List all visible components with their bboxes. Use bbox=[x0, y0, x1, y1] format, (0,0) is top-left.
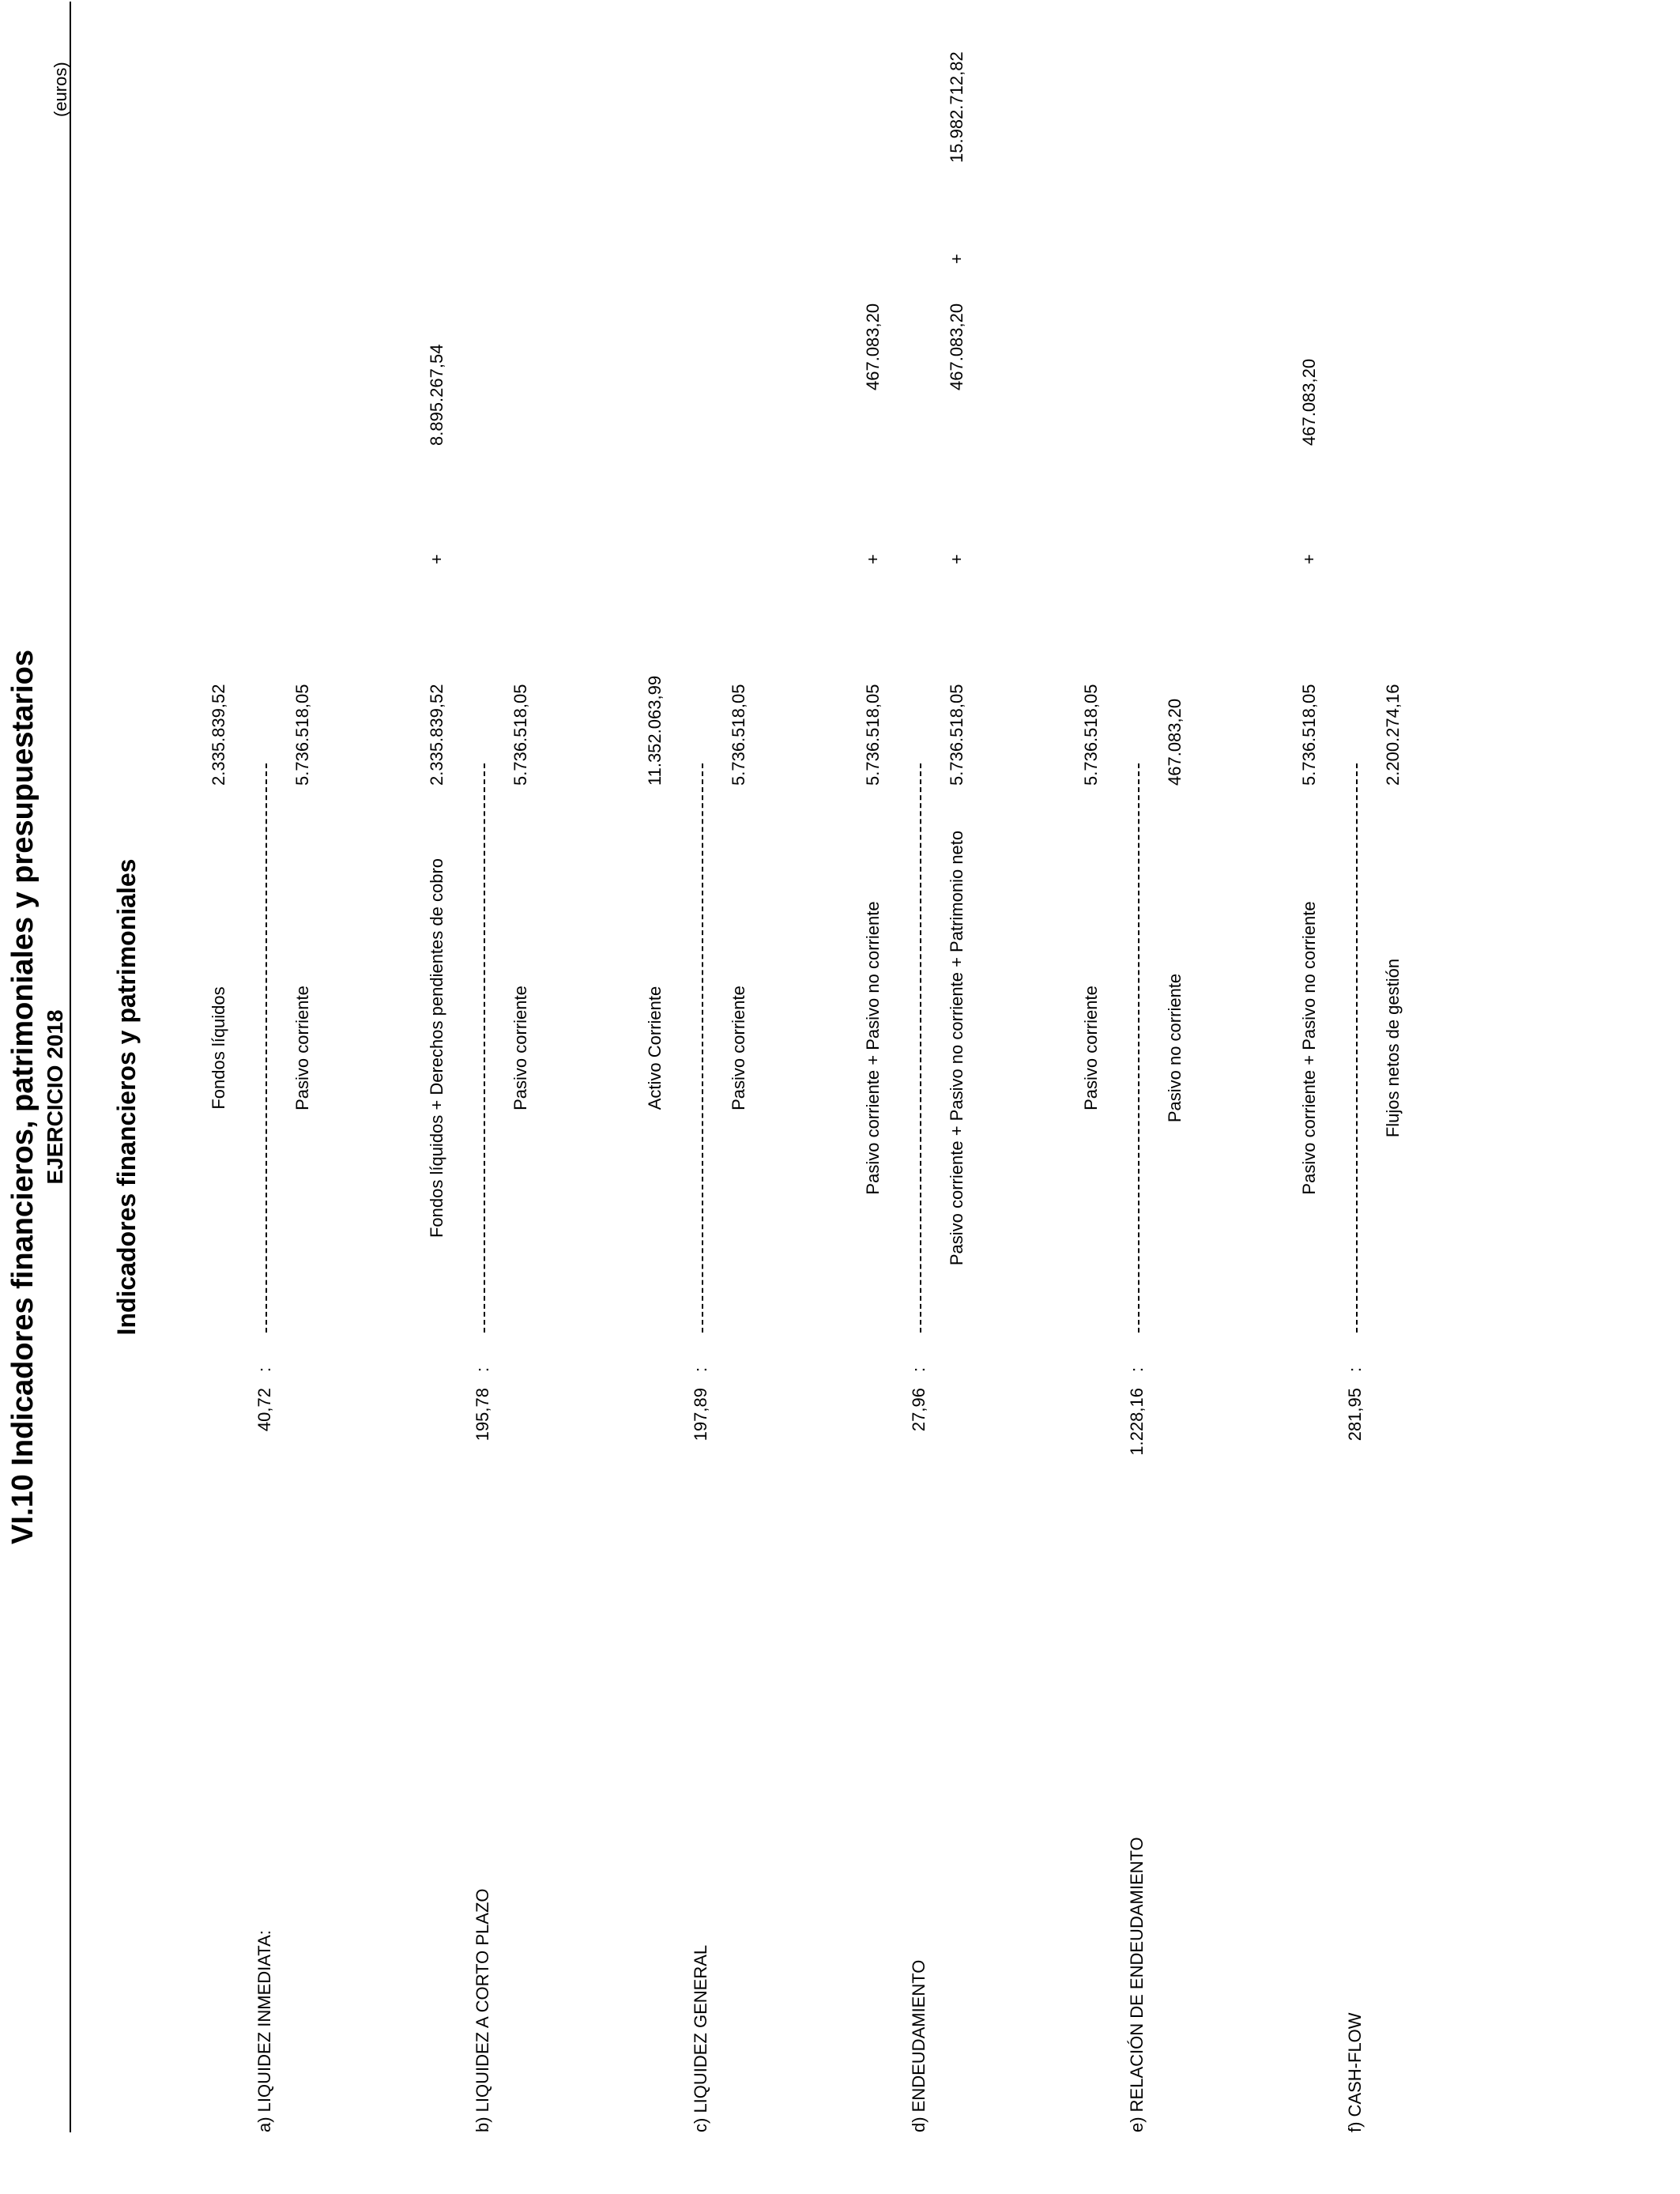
page-title: VI.10 Indicadores financieros, patrimoniales y presupuestarios bbox=[6, 650, 40, 1544]
numerator-value-1: 2.335.839,52 bbox=[427, 684, 446, 786]
indicator-colon: : bbox=[473, 1367, 492, 1372]
indicator-result: 195,78 bbox=[473, 1388, 492, 1442]
denominator-value-2: 467.083,20 bbox=[947, 303, 966, 390]
indicator-colon: : bbox=[691, 1367, 710, 1372]
fraction-line bbox=[266, 763, 267, 1333]
numerator-value-1: 5.736.518,05 bbox=[1299, 684, 1319, 786]
denominator-formula: Flujos netos de gestión bbox=[1383, 958, 1403, 1138]
numerator-formula: Activo Corriente bbox=[645, 986, 665, 1110]
numerator-value-1: 5.736.518,05 bbox=[1081, 684, 1101, 786]
fraction-line bbox=[920, 763, 921, 1333]
header-divider bbox=[70, 2, 71, 2132]
indicator-result: 1.228,16 bbox=[1127, 1388, 1147, 1456]
denominator-formula: Pasivo corriente bbox=[729, 986, 748, 1110]
indicator-result: 40,72 bbox=[254, 1388, 274, 1432]
indicator-result: 197,89 bbox=[691, 1388, 710, 1442]
numerator-value-1: 5.736.518,05 bbox=[863, 684, 883, 786]
indicator-colon: : bbox=[1127, 1367, 1147, 1372]
denominator-value-3: 15.982.712,82 bbox=[947, 51, 966, 163]
indicator-colon: : bbox=[1345, 1367, 1365, 1372]
numerator-formula: Fondos líquidos + Derechos pendientes de cobro bbox=[427, 858, 446, 1238]
indicator-result: 281,95 bbox=[1345, 1388, 1365, 1442]
fraction-line bbox=[702, 763, 703, 1333]
numerator-formula: Fondos líquidos bbox=[209, 986, 228, 1110]
indicator-label: e) RELACIÓN DE ENDEUDAMIENTO bbox=[1127, 1837, 1147, 2132]
numerator-plus-1: + bbox=[863, 554, 883, 564]
numerator-formula: Pasivo corriente + Pasivo no corriente bbox=[863, 901, 883, 1195]
numerator-value-2: 467.083,20 bbox=[1299, 358, 1319, 446]
numerator-plus-1: + bbox=[1299, 554, 1319, 564]
numerator-value-2: 8.895.267,54 bbox=[427, 344, 446, 446]
fraction-line bbox=[484, 763, 485, 1333]
numerator-formula: Pasivo corriente + Pasivo no corriente bbox=[1299, 901, 1319, 1195]
indicator-label: d) ENDEUDAMIENTO bbox=[909, 1959, 929, 2132]
denominator-value-1: 5.736.518,05 bbox=[947, 684, 966, 786]
units-label: (euros) bbox=[51, 62, 70, 117]
indicator-colon: : bbox=[254, 1367, 274, 1372]
indicator-label: a) LIQUIDEZ INMEDIATA: bbox=[254, 1930, 274, 2132]
indicator-label: f) CASH-FLOW bbox=[1345, 2012, 1365, 2132]
denominator-formula: Pasivo no corriente bbox=[1165, 973, 1185, 1123]
page-subtitle: EJERCICIO 2018 bbox=[43, 1009, 67, 1185]
numerator-value-1: 11.352.063,99 bbox=[645, 675, 665, 786]
section-title: Indicadores financieros y patrimoniales bbox=[112, 858, 141, 1336]
denominator-value-1: 467.083,20 bbox=[1165, 698, 1185, 786]
denominator-formula: Pasivo corriente + Pasivo no corriente + Patrimonio neto bbox=[947, 830, 966, 1266]
indicator-colon: : bbox=[909, 1367, 929, 1372]
denominator-value-1: 2.200.274,16 bbox=[1383, 684, 1403, 786]
indicator-label: c) LIQUIDEZ GENERAL bbox=[691, 1944, 710, 2132]
denominator-formula: Pasivo corriente bbox=[510, 986, 530, 1110]
denominator-plus-1: + bbox=[947, 554, 966, 564]
numerator-value-2: 467.083,20 bbox=[863, 303, 883, 390]
fraction-line bbox=[1356, 763, 1358, 1333]
numerator-value-1: 2.335.839,52 bbox=[209, 684, 228, 786]
denominator-value-1: 5.736.518,05 bbox=[729, 684, 748, 786]
numerator-plus-1: + bbox=[427, 554, 446, 564]
denominator-plus-2: + bbox=[947, 254, 966, 264]
denominator-value-1: 5.736.518,05 bbox=[292, 684, 312, 786]
numerator-formula: Pasivo corriente bbox=[1081, 986, 1101, 1110]
indicator-label: b) LIQUIDEZ A CORTO PLAZO bbox=[473, 1888, 492, 2132]
denominator-formula: Pasivo corriente bbox=[292, 986, 312, 1110]
denominator-value-1: 5.736.518,05 bbox=[510, 684, 530, 786]
fraction-line bbox=[1138, 763, 1139, 1333]
indicator-result: 27,96 bbox=[909, 1388, 929, 1432]
